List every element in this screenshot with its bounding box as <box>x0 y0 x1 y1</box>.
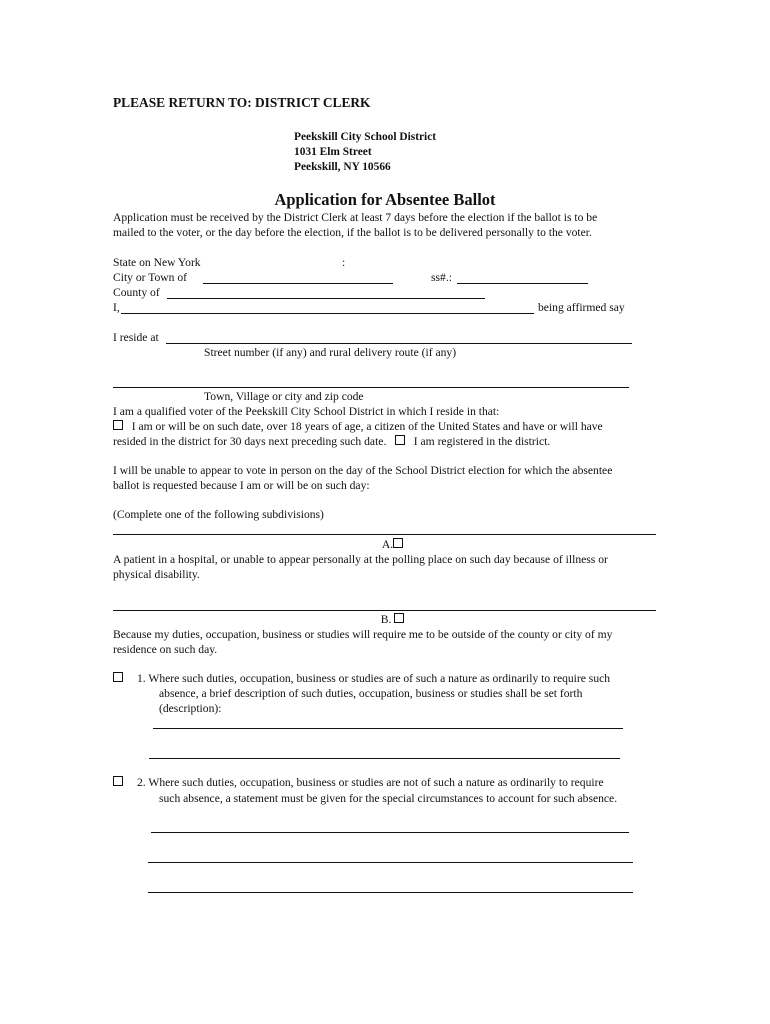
b-text-line-2: residence on such day. <box>113 643 218 656</box>
street-field[interactable] <box>166 343 632 344</box>
street-caption: Street number (if any) and rural delivery route (if any) <box>204 346 457 359</box>
item-1-checkbox[interactable] <box>113 672 123 682</box>
ss-field[interactable] <box>457 283 588 284</box>
registered-text: I am registered in the district. <box>413 435 551 448</box>
address-line-3: Peekskill, NY 10566 <box>294 161 391 173</box>
subdivision-a <box>0 537 770 552</box>
description-line-1[interactable] <box>153 728 623 729</box>
venue-colon: : <box>342 256 346 269</box>
b-text-line-1: Because my duties, occupation, business or studies will require me to be outside of the county or city of my <box>113 628 613 641</box>
return-to-heading: PLEASE RETURN TO: DISTRICT CLERK <box>113 95 371 110</box>
subdivision-a-checkbox[interactable] <box>393 538 403 548</box>
unable-line-2: ballot is requested because I am or will be on such day: <box>113 479 370 492</box>
statement-line-1[interactable] <box>151 832 629 833</box>
complete-instruction: (Complete one of the following subdivisions) <box>113 508 324 521</box>
reside-label: I reside at <box>113 331 159 344</box>
subdivision-a-label: A. <box>381 538 394 551</box>
address-line-1: Peekskill City School District <box>294 131 437 143</box>
item-1-line-3: (description): <box>159 702 222 715</box>
city-label: City or Town of <box>113 271 188 284</box>
page-title: Application for Absentee Ballot <box>274 190 496 209</box>
address-line-2: 1031 Elm Street <box>294 146 372 158</box>
subdivision-b-label: B. <box>380 613 392 626</box>
registered-checkbox[interactable] <box>395 435 405 445</box>
item-2-line-1: 2. Where such duties, occupation, business or studies are not of such a nature as ordinarily to require <box>137 776 604 789</box>
intro-line-1: Application must be received by the District Clerk at least 7 days before the election if the ballot is to be <box>113 211 598 224</box>
age-citizen-text: I am or will be on such date, over 18 years of age, a citizen of the United States and have or will have <box>131 420 603 433</box>
age-citizen-line <box>113 419 603 434</box>
item-2-checkbox[interactable] <box>113 776 123 786</box>
statement-line-3[interactable] <box>148 892 633 893</box>
a-text-line-1: A patient in a hospital, or unable to appear personally at the polling place on such day because of illness or <box>113 553 608 566</box>
ss-label: ss#.: <box>431 271 452 284</box>
divider-a <box>113 534 656 535</box>
county-field[interactable] <box>167 298 485 299</box>
unable-line-1: I will be unable to appear to vote in person on the day of the School District election for which the absentee <box>113 464 613 477</box>
age-citizen-checkbox[interactable] <box>113 420 123 430</box>
affirmed-label: being affirmed say <box>538 301 625 314</box>
statement-line-2[interactable] <box>148 862 633 863</box>
name-field[interactable] <box>121 313 534 314</box>
county-label: County of <box>113 286 160 299</box>
qualified-statement: I am a qualified voter of the Peekskill City School District in which I reside in that: <box>113 405 500 418</box>
divider-b <box>113 610 656 611</box>
residency-line <box>113 434 550 449</box>
state-label: State on New York <box>113 256 201 269</box>
item-2-line-2: such absence, a statement must be given for the special circumstances to account for such absence. <box>159 792 618 805</box>
item-1-line-1: 1. Where such duties, occupation, business or studies are of such a nature as ordinarily to require such <box>137 672 611 685</box>
item-1-checkbox-wrap <box>113 671 123 686</box>
subdivision-b <box>0 612 770 627</box>
intro-line-2: mailed to the voter, or the day before the election, if the ballot is to be delivered personally to the voter. <box>113 226 592 239</box>
city-field[interactable] <box>203 283 393 284</box>
town-field[interactable] <box>113 387 629 388</box>
item-2-checkbox-wrap <box>113 775 123 790</box>
town-caption: Town, Village or city and zip code <box>204 390 364 403</box>
subdivision-b-checkbox[interactable] <box>394 613 404 623</box>
residency-text: resided in the district for 30 days next preceding such date. <box>113 435 387 448</box>
a-text-line-2: physical disability. <box>113 568 200 581</box>
item-1-line-2: absence, a brief description of such duties, occupation, business or studies shall be set forth <box>159 687 583 700</box>
name-label: I, <box>113 301 120 314</box>
description-line-2[interactable] <box>149 758 620 759</box>
